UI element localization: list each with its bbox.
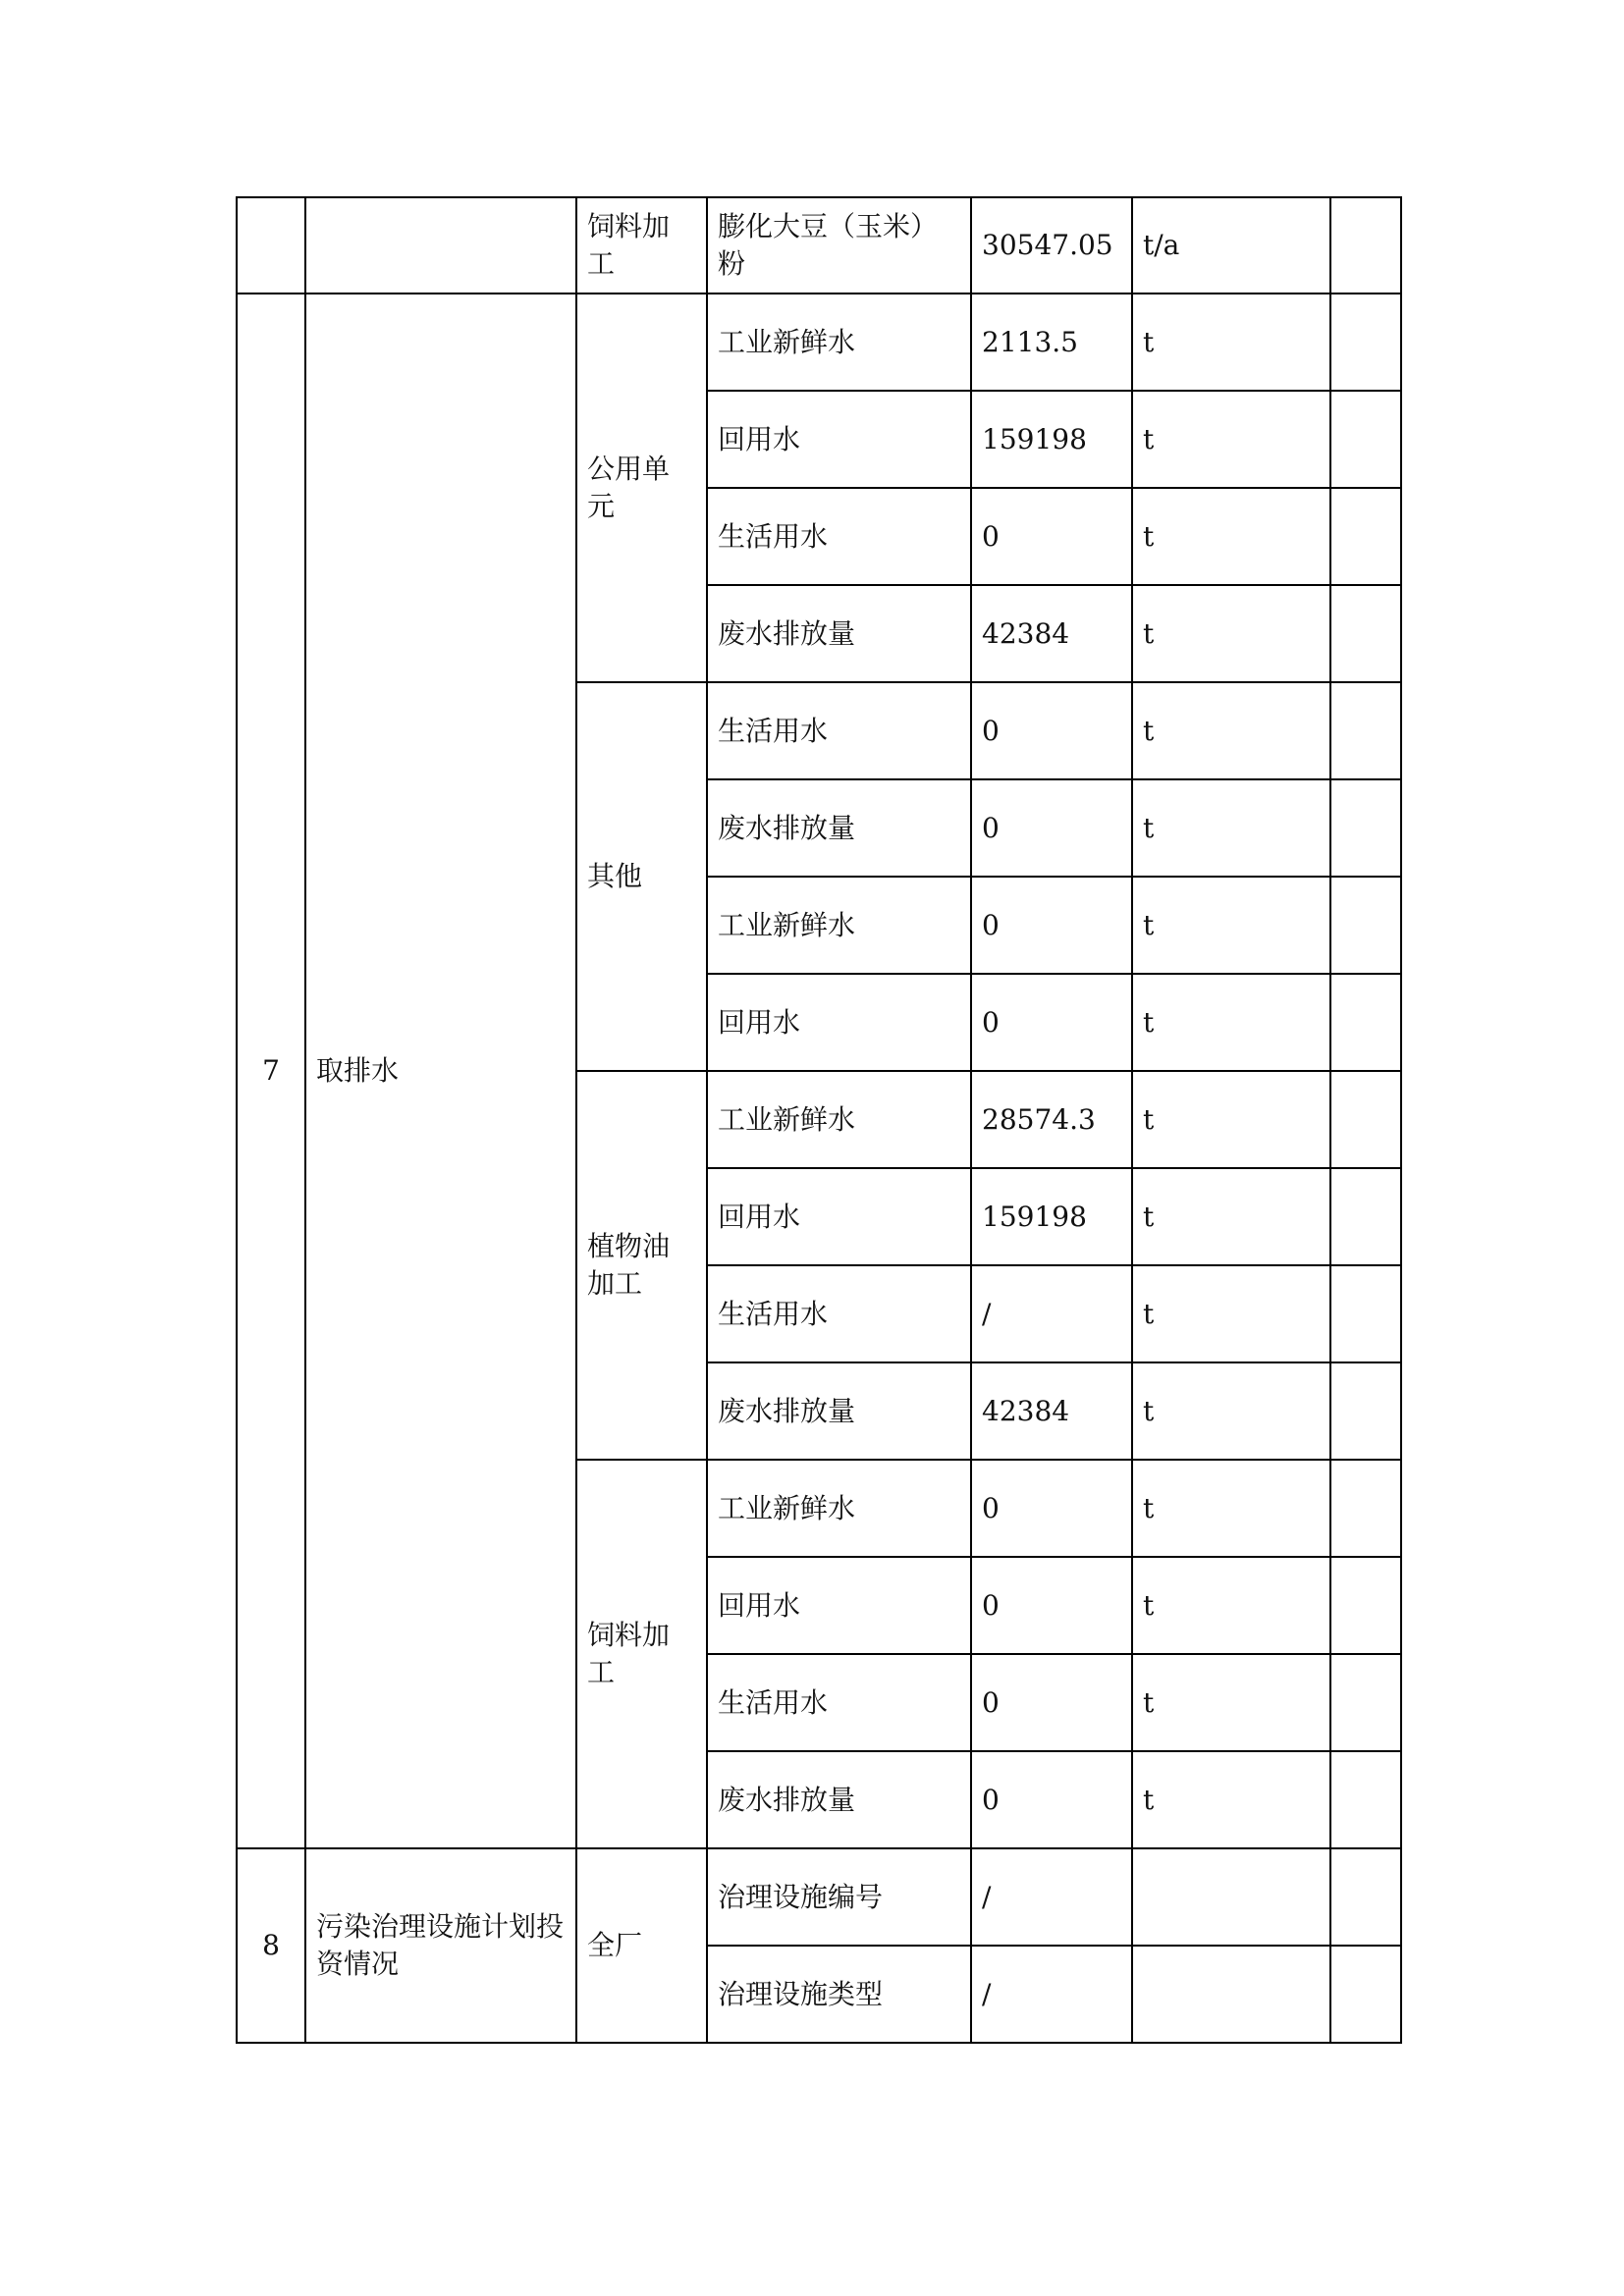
table-row xyxy=(237,1848,1401,1946)
cell-value: 0 xyxy=(971,1751,1132,1848)
cell-note xyxy=(1330,488,1401,585)
cell-value: 42384 xyxy=(971,1362,1132,1460)
cell-measure: t xyxy=(1132,1265,1330,1362)
unit-name: 饲料加工 xyxy=(576,1460,707,1848)
cell-item: 废水排放量 xyxy=(707,779,971,877)
cell-note xyxy=(1330,682,1401,779)
cell-no xyxy=(237,197,305,294)
cell-item: 膨化大豆（玉米）粉 xyxy=(707,197,971,294)
cell-value: 28574.3 xyxy=(971,1071,1132,1168)
cell-measure: t/a xyxy=(1132,197,1330,294)
cell-note xyxy=(1330,1751,1401,1848)
cell-item: 工业新鲜水 xyxy=(707,294,971,391)
cell-note xyxy=(1330,585,1401,682)
cell-note xyxy=(1330,1848,1401,1946)
cell-note xyxy=(1330,1460,1401,1557)
cell-item: 回用水 xyxy=(707,974,971,1071)
cell-item: 工业新鲜水 xyxy=(707,1460,971,1557)
table-row xyxy=(237,294,1401,391)
cell-value: 2113.5 xyxy=(971,294,1132,391)
cell-item: 生活用水 xyxy=(707,488,971,585)
cell-measure: t xyxy=(1132,391,1330,488)
cell-measure: t xyxy=(1132,294,1330,391)
cell-measure xyxy=(1132,1848,1330,1946)
cell-note xyxy=(1330,197,1401,294)
cell-item: 治理设施类型 xyxy=(707,1946,971,2043)
cell-note xyxy=(1330,1654,1401,1751)
table-body xyxy=(237,197,1401,2043)
cell-value: 0 xyxy=(971,488,1132,585)
cell-value: 0 xyxy=(971,1557,1132,1654)
cell-measure: t xyxy=(1132,1557,1330,1654)
cell-note xyxy=(1330,294,1401,391)
cell-item: 回用水 xyxy=(707,1168,971,1265)
cell-measure: t xyxy=(1132,877,1330,974)
cell-value: 159198 xyxy=(971,391,1132,488)
cell-value: / xyxy=(971,1848,1132,1946)
cell-note xyxy=(1330,1557,1401,1654)
cell-unit: 饲料加工 xyxy=(576,197,707,294)
cell-value: 42384 xyxy=(971,585,1132,682)
cell-note xyxy=(1330,1362,1401,1460)
cell-measure: t xyxy=(1132,1460,1330,1557)
cell-note xyxy=(1330,1071,1401,1168)
cell-measure: t xyxy=(1132,488,1330,585)
table-row xyxy=(237,197,1401,294)
cell-measure: t xyxy=(1132,1168,1330,1265)
cell-measure: t xyxy=(1132,1362,1330,1460)
cell-note xyxy=(1330,1946,1401,2043)
unit-name: 植物油加工 xyxy=(576,1071,707,1460)
cell-value: 0 xyxy=(971,1460,1132,1557)
cell-measure xyxy=(1132,1946,1330,2043)
cell-value: 0 xyxy=(971,974,1132,1071)
data-table xyxy=(236,196,1402,2044)
section-number: 7 xyxy=(237,294,305,1848)
cell-item: 治理设施编号 xyxy=(707,1848,971,1946)
cell-item: 回用水 xyxy=(707,391,971,488)
cell-item: 废水排放量 xyxy=(707,1751,971,1848)
cell-value: 0 xyxy=(971,682,1132,779)
cell-item: 回用水 xyxy=(707,1557,971,1654)
cell-note xyxy=(1330,391,1401,488)
cell-measure: t xyxy=(1132,974,1330,1071)
cell-value: 0 xyxy=(971,1654,1132,1751)
cell-value: / xyxy=(971,1265,1132,1362)
cell-measure: t xyxy=(1132,585,1330,682)
cell-value: 0 xyxy=(971,877,1132,974)
cell-item: 生活用水 xyxy=(707,1654,971,1751)
cell-note xyxy=(1330,1168,1401,1265)
cell-item: 废水排放量 xyxy=(707,585,971,682)
cell-value: 0 xyxy=(971,779,1132,877)
section-name: 取排水 xyxy=(305,294,576,1848)
cell-item: 工业新鲜水 xyxy=(707,877,971,974)
cell-value: / xyxy=(971,1946,1132,2043)
cell-note xyxy=(1330,877,1401,974)
section-number: 8 xyxy=(237,1848,305,2043)
cell-measure: t xyxy=(1132,779,1330,877)
cell-value: 30547.05 xyxy=(971,197,1132,294)
section-name: 污染治理设施计划投资情况 xyxy=(305,1848,576,2043)
cell-item: 生活用水 xyxy=(707,682,971,779)
unit-name: 公用单元 xyxy=(576,294,707,682)
cell-note xyxy=(1330,974,1401,1071)
cell-measure: t xyxy=(1132,1654,1330,1751)
cell-measure: t xyxy=(1132,682,1330,779)
cell-item: 工业新鲜水 xyxy=(707,1071,971,1168)
unit-name: 全厂 xyxy=(576,1848,707,2043)
cell-note xyxy=(1330,779,1401,877)
unit-name: 其他 xyxy=(576,682,707,1071)
cell-name xyxy=(305,197,576,294)
cell-item: 废水排放量 xyxy=(707,1362,971,1460)
cell-item: 生活用水 xyxy=(707,1265,971,1362)
cell-value: 159198 xyxy=(971,1168,1132,1265)
cell-measure: t xyxy=(1132,1071,1330,1168)
cell-note xyxy=(1330,1265,1401,1362)
cell-measure: t xyxy=(1132,1751,1330,1848)
